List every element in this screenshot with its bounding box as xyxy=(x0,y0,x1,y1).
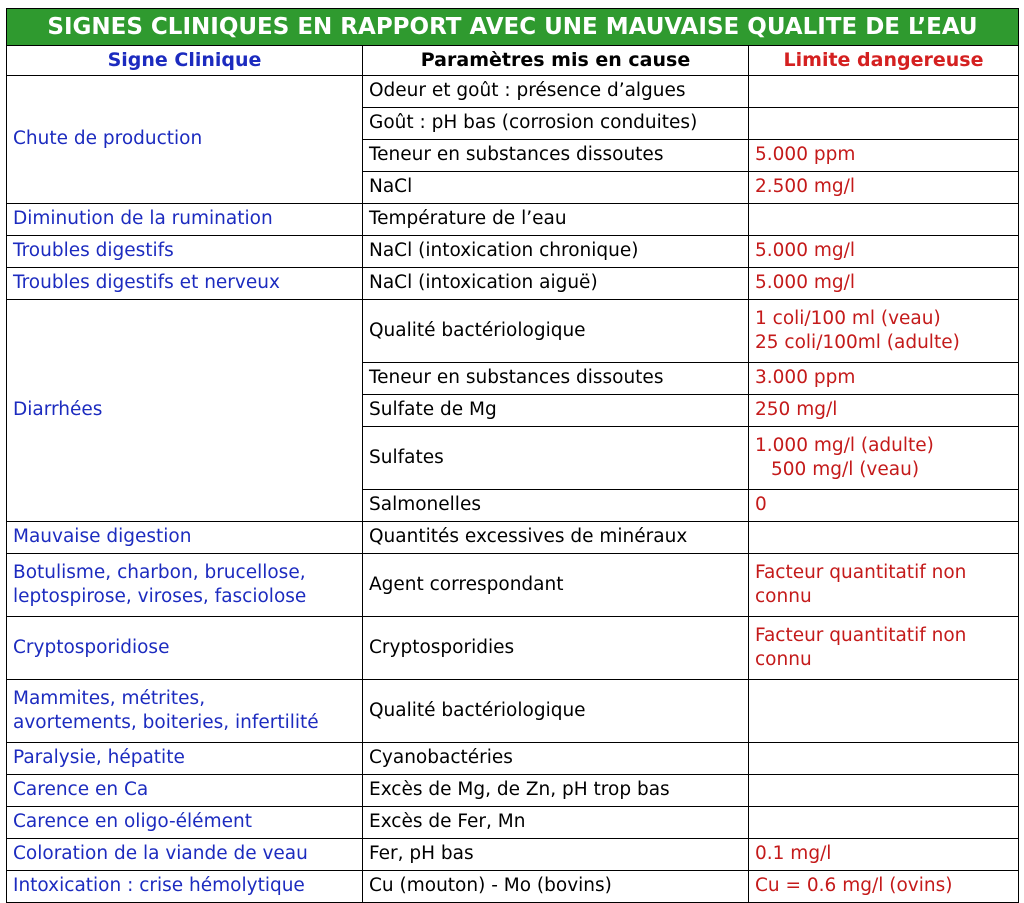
clinical-sign-cell xyxy=(7,871,363,903)
clinical-sign-line: Cryptosporidiose xyxy=(13,636,170,658)
limit-cell xyxy=(749,807,1019,839)
clinical-sign-cell xyxy=(7,204,363,236)
limit-cell xyxy=(749,490,1019,522)
parameter-cell xyxy=(363,490,749,522)
clinical-sign-cell xyxy=(7,617,363,680)
clinical-sign-line: Carence en oligo-élément xyxy=(13,811,252,833)
clinical-sign-cell xyxy=(7,743,363,775)
table-body xyxy=(7,76,1019,903)
limit-line: connu xyxy=(755,649,812,670)
parameter-line: Excès de Fer, Mn xyxy=(369,811,526,833)
parameter-cell xyxy=(363,743,749,775)
parameter-cell xyxy=(363,363,749,395)
clinical-signs-table xyxy=(6,8,1019,903)
parameter-cell xyxy=(363,204,749,236)
clinical-sign-line: Paralysie, hépatite xyxy=(13,747,185,769)
parameter-cell xyxy=(363,617,749,680)
limit-line: 5.000 ppm xyxy=(755,144,856,166)
clinical-sign-line: leptospirose, viroses, fasciolose xyxy=(13,586,307,607)
parameter-cell xyxy=(363,554,749,617)
limit-cell xyxy=(749,236,1019,268)
parameter-cell xyxy=(363,395,749,427)
clinical-sign-cell xyxy=(7,268,363,300)
clinical-sign-cell xyxy=(7,839,363,871)
clinical-sign-line: Diminution de la rumination xyxy=(13,208,273,230)
parameter-cell xyxy=(363,140,749,172)
clinical-sign-cell xyxy=(7,236,363,268)
header-limit: Limite dangereuse xyxy=(749,46,1019,76)
clinical-sign-line: Carence en Ca xyxy=(13,779,149,801)
limit-cell xyxy=(749,427,1019,490)
parameter-cell xyxy=(363,76,749,108)
parameter-line: Qualité bactériologique xyxy=(369,699,586,721)
limit-line: Cu = 0.6 mg/l (ovins) xyxy=(755,875,953,897)
limit-line: 0.1 mg/l xyxy=(755,843,832,865)
limit-line: 5.000 mg/l xyxy=(755,272,855,294)
title-row xyxy=(7,9,1019,46)
limit-cell xyxy=(749,172,1019,204)
table-row xyxy=(7,204,1019,236)
limit-cell xyxy=(749,522,1019,554)
header-param: Paramètres mis en cause xyxy=(363,46,749,76)
parameter-cell xyxy=(363,236,749,268)
limit-line: 2.500 mg/l xyxy=(755,176,855,198)
limit-cell xyxy=(749,680,1019,743)
limit-cell xyxy=(749,108,1019,140)
parameter-line: Salmonelles xyxy=(369,494,481,516)
table-title: SIGNES CLINIQUES EN RAPPORT AVEC UNE MAUVAISE QUALITE DE L’EAU xyxy=(7,9,1019,46)
limit-cell xyxy=(749,76,1019,108)
table-row xyxy=(7,807,1019,839)
clinical-sign-cell xyxy=(7,807,363,839)
limit-cell xyxy=(749,617,1019,680)
parameter-line: Cu (mouton) - Mo (bovins) xyxy=(369,875,612,897)
parameter-cell xyxy=(363,522,749,554)
parameter-line: Teneur en substances dissoutes xyxy=(369,144,664,166)
clinical-sign-line: Botulisme, charbon, brucellose, xyxy=(13,561,306,583)
parameter-line: Odeur et goût : présence d’algues xyxy=(369,80,686,102)
clinical-sign-line: Troubles digestifs xyxy=(13,240,174,262)
clinical-sign-cell xyxy=(7,554,363,617)
limit-cell xyxy=(749,743,1019,775)
table-row xyxy=(7,268,1019,300)
clinical-sign-line: Diarrhées xyxy=(13,399,103,421)
table-row xyxy=(7,743,1019,775)
header-row xyxy=(7,46,1019,76)
table-row xyxy=(7,300,1019,363)
limit-cell xyxy=(749,140,1019,172)
clinical-sign-cell xyxy=(7,300,363,522)
limit-cell xyxy=(749,204,1019,236)
limit-cell xyxy=(749,554,1019,617)
limit-cell xyxy=(749,268,1019,300)
limit-line: Facteur quantitatif non xyxy=(755,624,967,646)
parameter-cell xyxy=(363,839,749,871)
parameter-cell xyxy=(363,871,749,903)
limit-line: 250 mg/l xyxy=(755,399,838,421)
parameter-line: NaCl (intoxication aiguë) xyxy=(369,272,598,294)
parameter-line: Sulfates xyxy=(369,446,444,468)
parameter-line: Teneur en substances dissoutes xyxy=(369,367,664,389)
table-row xyxy=(7,871,1019,903)
limit-line: Facteur quantitatif non xyxy=(755,561,967,583)
parameter-cell xyxy=(363,108,749,140)
table-row xyxy=(7,522,1019,554)
limit-cell xyxy=(749,775,1019,807)
parameter-line: Fer, pH bas xyxy=(369,843,474,865)
limit-cell xyxy=(749,300,1019,363)
parameter-line: NaCl (intoxication chronique) xyxy=(369,240,639,262)
clinical-sign-line: avortements, boiteries, infertilité xyxy=(13,712,319,733)
parameter-cell xyxy=(363,775,749,807)
limit-line: connu xyxy=(755,586,812,607)
clinical-sign-line: Mauvaise digestion xyxy=(13,526,192,548)
parameter-line: Goût : pH bas (corrosion conduites) xyxy=(369,112,698,134)
clinical-sign-cell xyxy=(7,775,363,807)
table-row xyxy=(7,617,1019,680)
parameter-line: Qualité bactériologique xyxy=(369,319,586,341)
parameter-line: Température de l’eau xyxy=(369,208,567,230)
table-row xyxy=(7,554,1019,617)
table-row xyxy=(7,680,1019,743)
clinical-sign-cell xyxy=(7,76,363,204)
parameter-line: Cyanobactéries xyxy=(369,747,513,769)
header-sign: Signe Clinique xyxy=(7,46,363,76)
table-row xyxy=(7,76,1019,108)
clinical-sign-cell xyxy=(7,522,363,554)
clinical-sign-line: Mammites, métrites, xyxy=(13,687,206,709)
limit-line: 5.000 mg/l xyxy=(755,240,855,262)
clinical-sign-line: Troubles digestifs et nerveux xyxy=(13,272,280,294)
limit-cell xyxy=(749,871,1019,903)
parameter-cell xyxy=(363,268,749,300)
limit-line: 1.000 mg/l (adulte) xyxy=(755,434,934,456)
parameter-cell xyxy=(363,300,749,363)
parameter-line: Excès de Mg, de Zn, pH trop bas xyxy=(369,779,670,801)
limit-line: 25 coli/100ml (adulte) xyxy=(755,332,960,353)
limit-line: 3.000 ppm xyxy=(755,367,856,389)
parameter-cell xyxy=(363,807,749,839)
parameter-cell xyxy=(363,680,749,743)
parameter-line: Agent correspondant xyxy=(369,573,564,595)
table-row xyxy=(7,236,1019,268)
clinical-sign-line: Coloration de la viande de veau xyxy=(13,843,308,865)
clinical-sign-line: Intoxication : crise hémolytique xyxy=(13,875,305,897)
parameter-cell xyxy=(363,172,749,204)
limit-cell xyxy=(749,395,1019,427)
parameter-line: NaCl xyxy=(369,176,413,198)
parameter-line: Quantités excessives de minéraux xyxy=(369,526,688,548)
clinical-sign-line: Chute de production xyxy=(13,128,203,150)
parameter-line: Sulfate de Mg xyxy=(369,399,497,421)
clinical-sign-cell xyxy=(7,680,363,743)
limit-cell xyxy=(749,363,1019,395)
limit-cell xyxy=(749,839,1019,871)
limit-line: 500 mg/l (veau) xyxy=(771,459,920,480)
table-row xyxy=(7,839,1019,871)
limit-line: 0 xyxy=(755,494,767,516)
limit-line: 1 coli/100 ml (veau) xyxy=(755,307,941,329)
parameter-cell xyxy=(363,427,749,490)
table-row xyxy=(7,775,1019,807)
parameter-line: Cryptosporidies xyxy=(369,636,515,658)
